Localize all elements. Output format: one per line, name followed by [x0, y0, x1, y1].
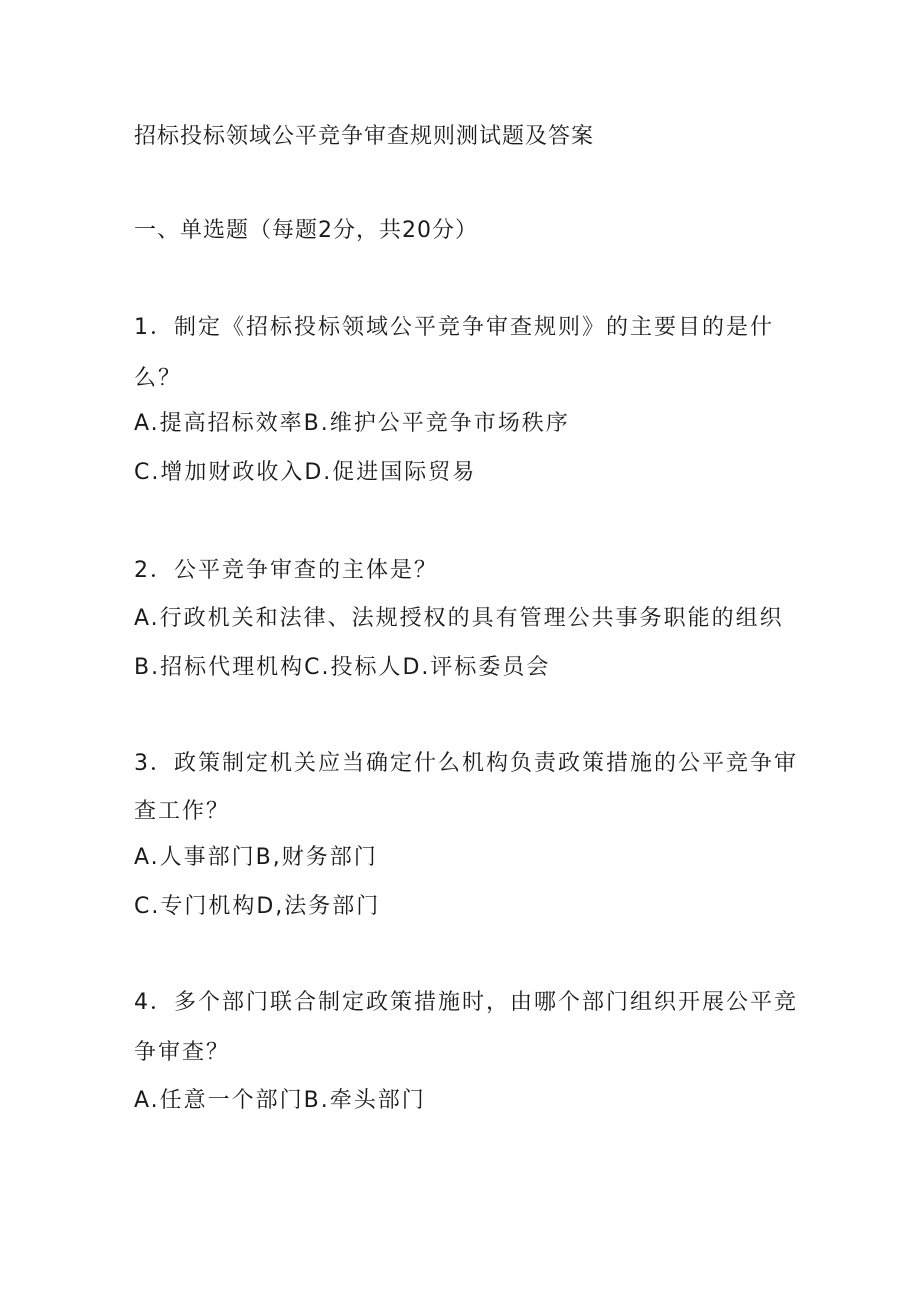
- question-2-options-line-2: B.招标代理机构C.投标人D.评标委员会: [134, 655, 551, 680]
- question-1-stem-line-2: 么？: [134, 366, 183, 391]
- question-3-stem-line-1: 3．政策制定机关应当确定什么机构负责政策措施的公平竞争审: [134, 751, 798, 776]
- question-4-options-line-1: A.任意一个部门B.牵头部门: [134, 1088, 426, 1113]
- section-heading: 一、单选题（每题2分，共20分）: [134, 218, 478, 243]
- question-2-stem-line-1: 2．公平竞争审查的主体是？: [134, 558, 438, 583]
- question-3-options-line-1: A.人事部门B,财务部门: [134, 845, 378, 870]
- question-3-stem-line-2: 查工作？: [134, 799, 231, 824]
- question-1-options-line-1: A.提高招标效率B.维护公平竞争市场秩序: [134, 411, 570, 436]
- question-2-options-line-1: A.行政机关和法律、法规授权的具有管理公共事务职能的组织: [134, 606, 784, 631]
- question-4-stem-line-2: 争审查？: [134, 1040, 231, 1065]
- question-1-options-line-2: C.增加财政收入D.促进国际贸易: [134, 460, 477, 485]
- question-4-stem-line-1: 4．多个部门联合制定政策措施时，由哪个部门组织开展公平竞: [134, 990, 798, 1015]
- document-title: 招标投标领域公平竞争审查规则测试题及答案: [134, 124, 595, 149]
- question-3-options-line-2: C.专门机构D,法务部门: [134, 894, 381, 919]
- question-1-stem-line-1: 1．制定《招标投标领域公平竞争审查规则》的主要目的是什: [134, 315, 774, 340]
